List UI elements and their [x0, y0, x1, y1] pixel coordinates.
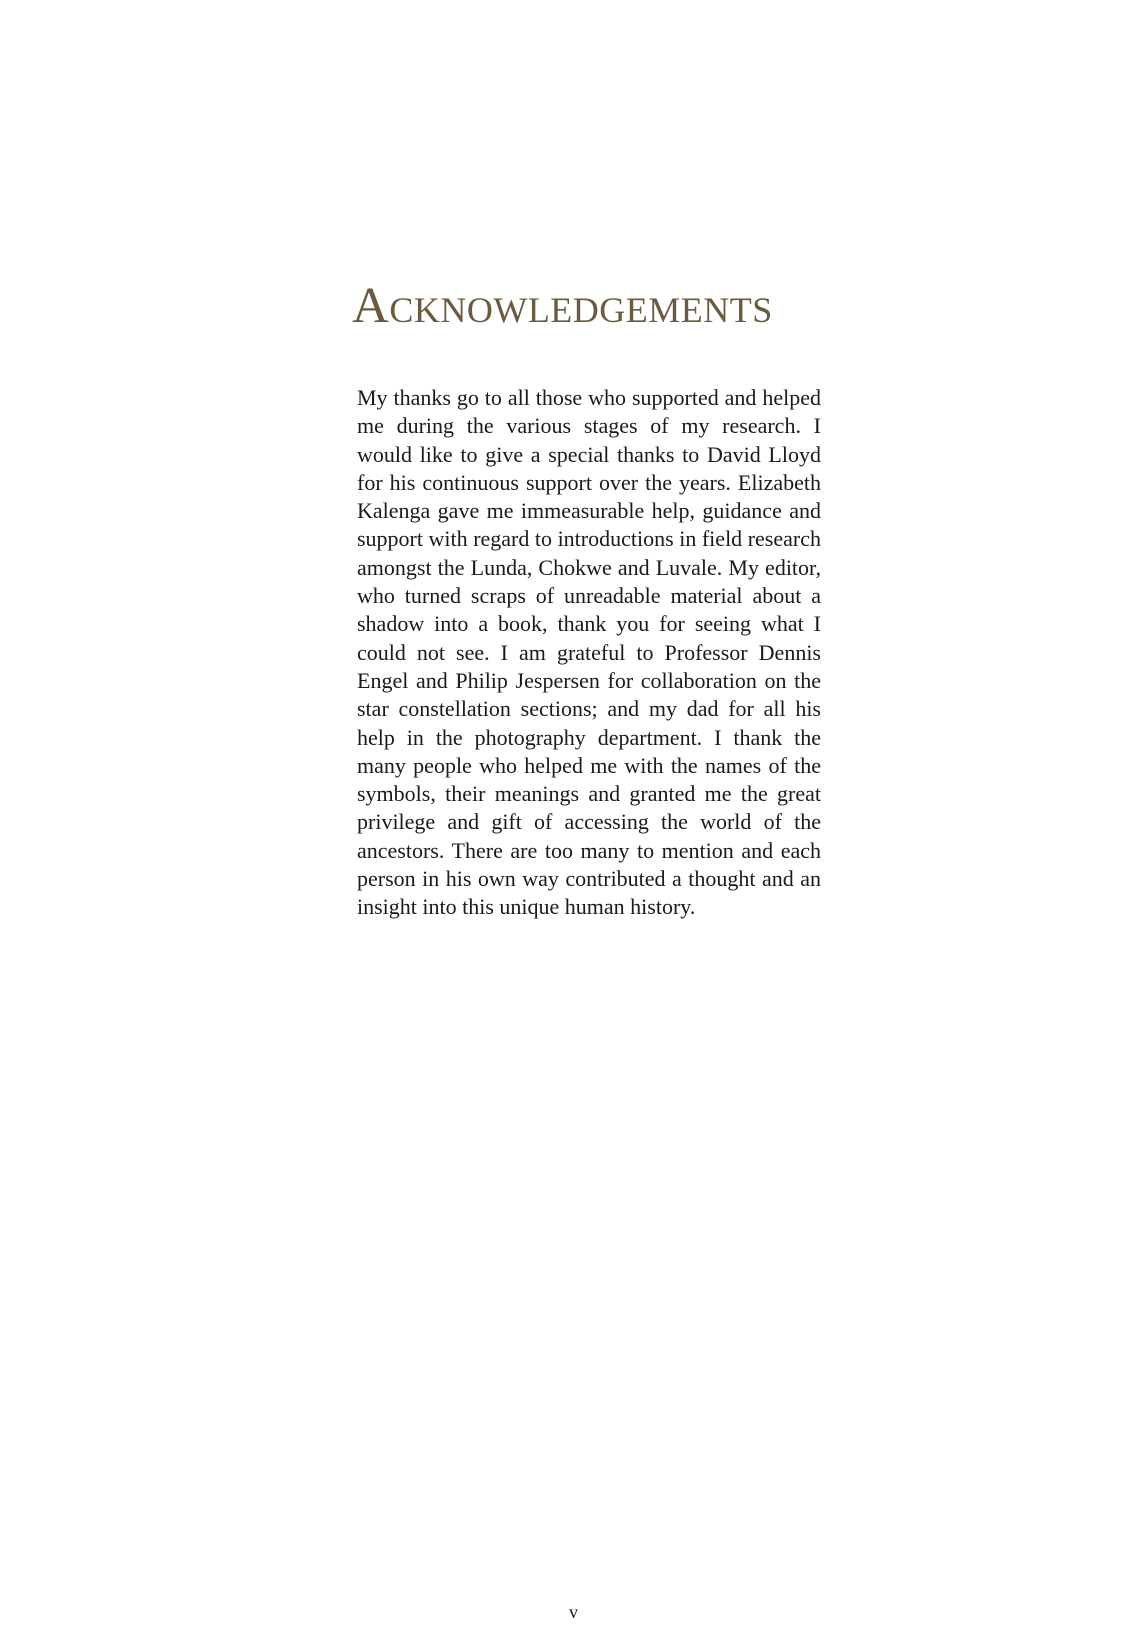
page-title: Acknowledgements: [352, 278, 773, 334]
acknowledgements-paragraph: My thanks go to all those who supported and helped me during the various stages of my research. I would like to give a special thanks to David Lloyd for his continuous support over the years. Elizabeth Kalenga gave me immeasurable help, guidance and support with regard to introductions in field research amongst the Lunda, Chokwe and Luvale. My editor, who turned scraps of unreadable material about a shadow into a book, thank you for seeing what I could not see. I am grateful to Professor Dennis Engel and Philip Jespersen for collaboration on the star constellation sections; and my dad for all his help in the photography department. I thank the many people who helped me with the names of the symbols, their meanings and granted me the great privilege and gift of accessing the world of the ancestors. There are too many to mention and each person in his own way contributed a thought and an insight into this unique human history.: [357, 385, 821, 920]
page-number: v: [569, 1602, 578, 1622]
